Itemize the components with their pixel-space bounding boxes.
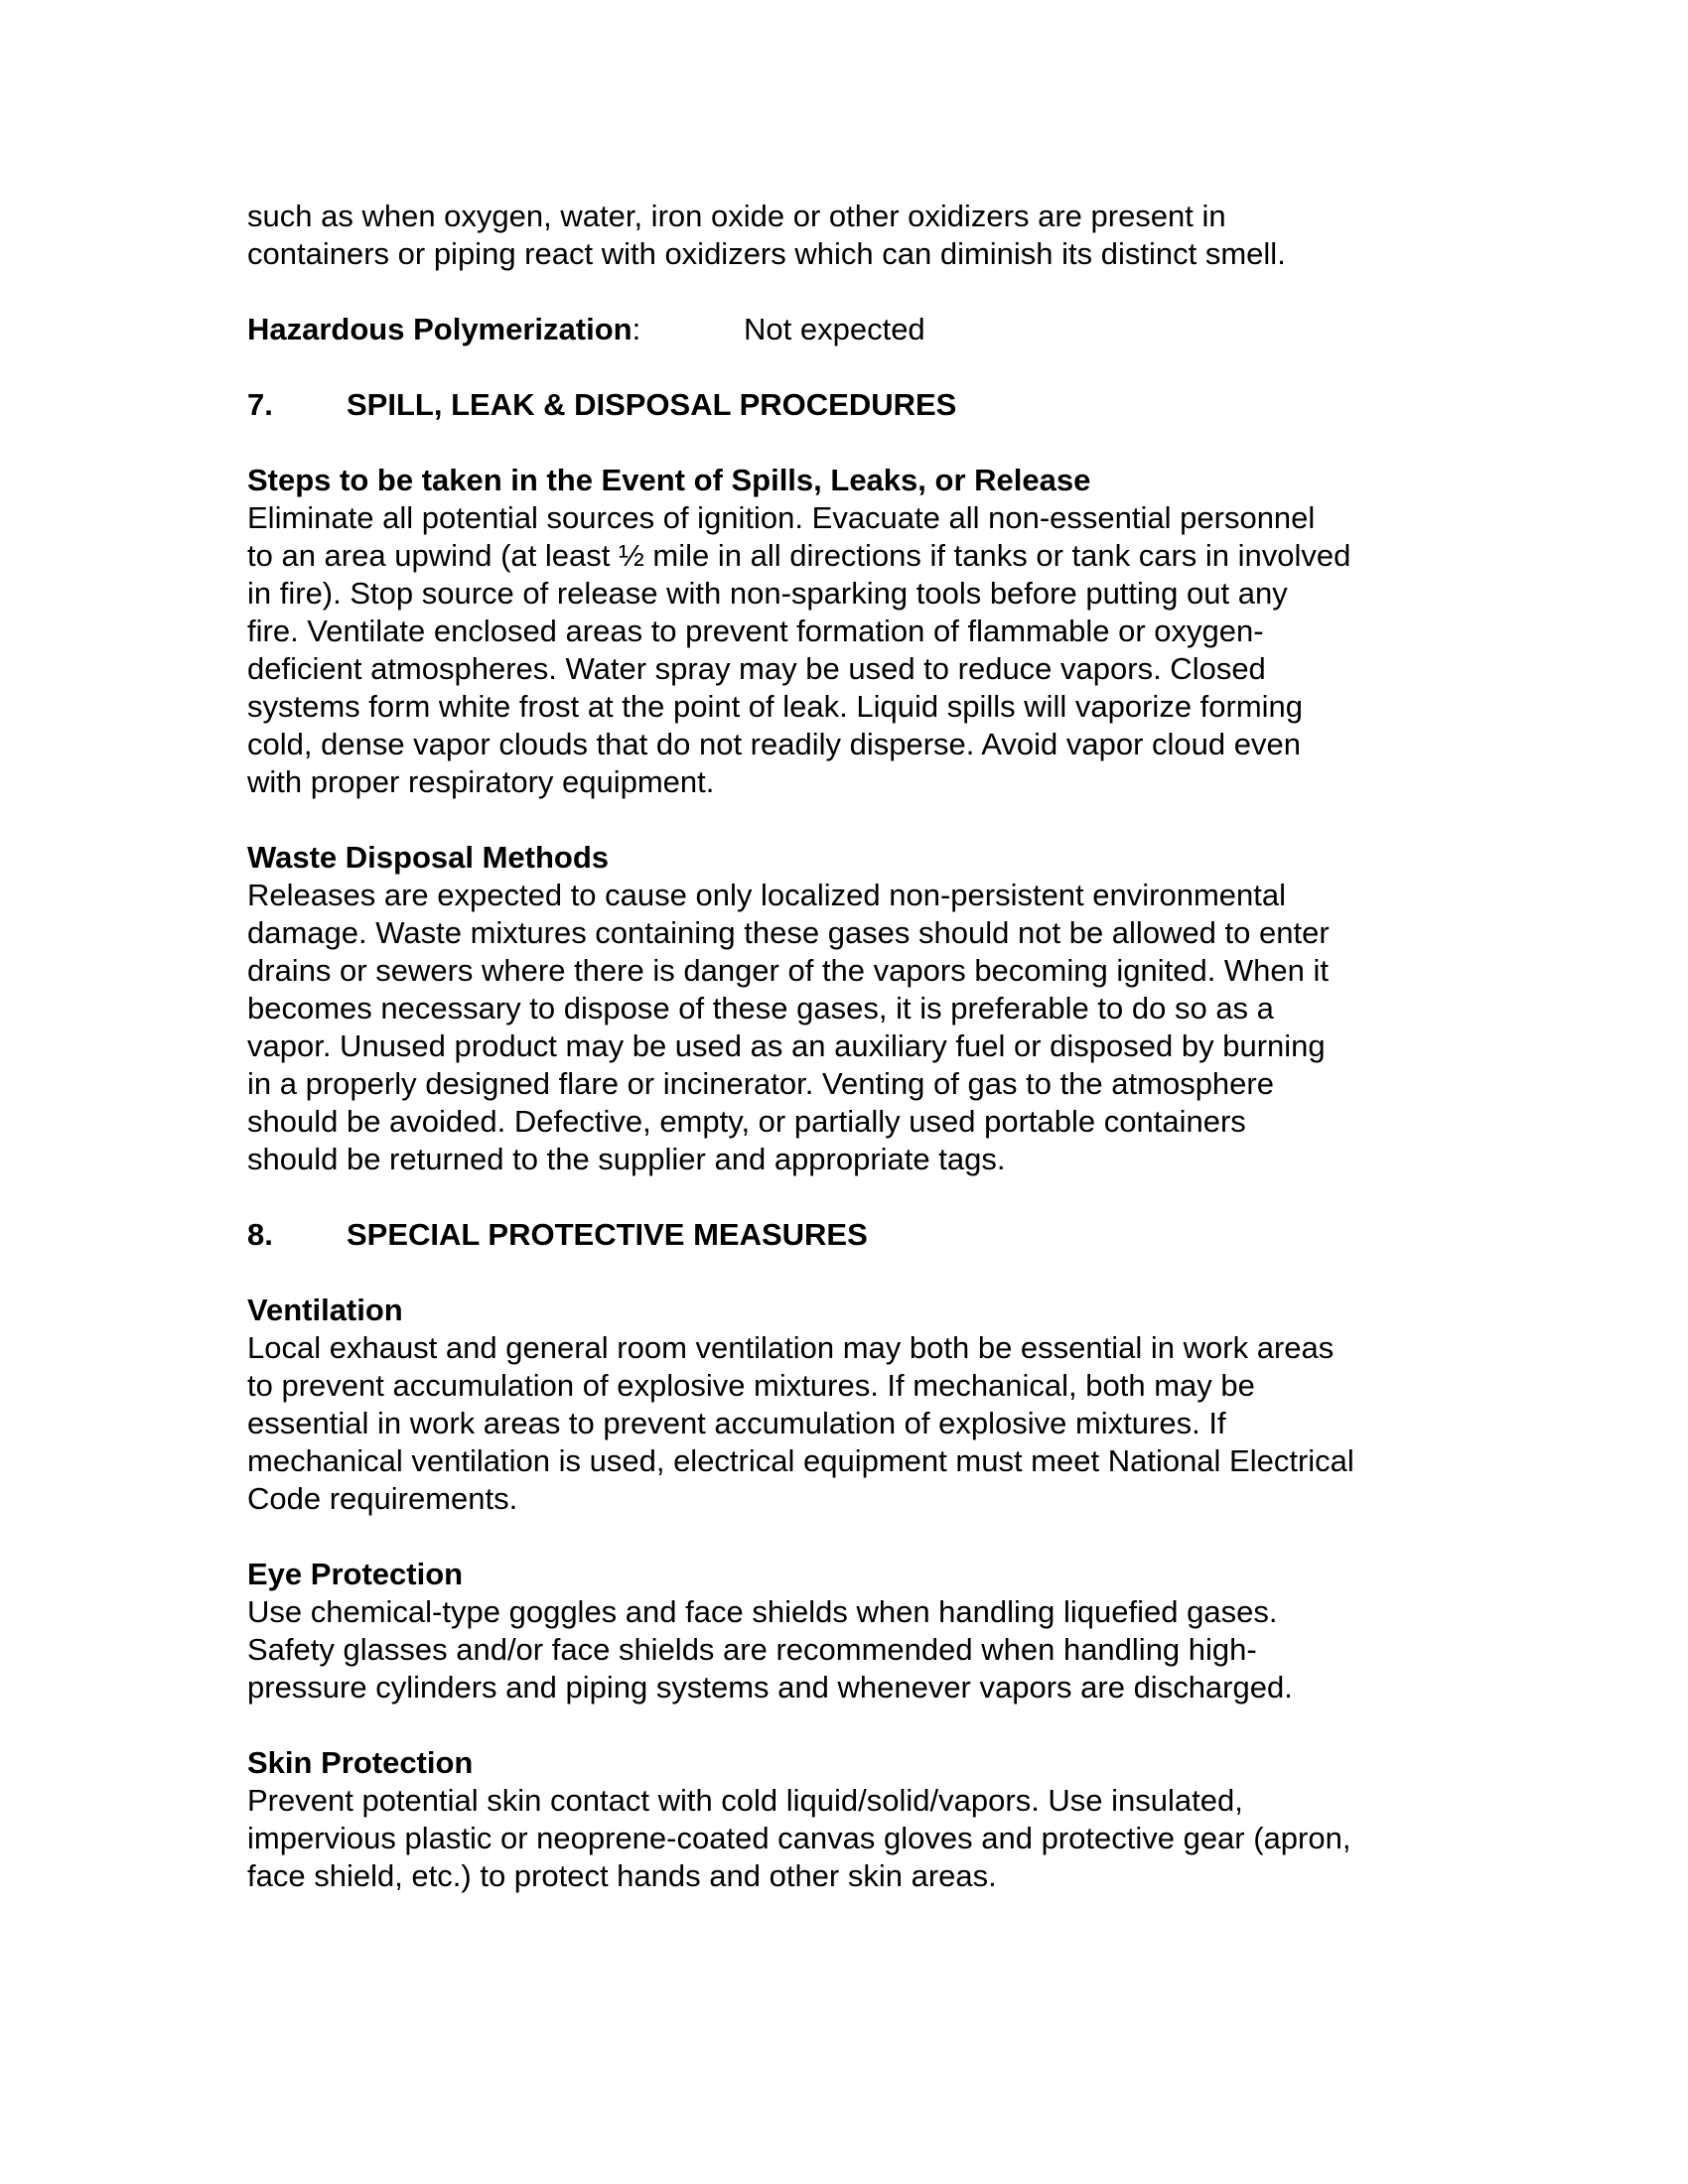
paragraph-line: with proper respiratory equipment. (247, 764, 715, 799)
label-colon: : (632, 312, 641, 346)
paragraph-line: vapor. Unused product may be used as an auxiliary fuel or disposed by burning (247, 1028, 1326, 1063)
paragraph-line: fire. Ventilate enclosed areas to prevent formation of flammable or oxygen- (247, 614, 1264, 648)
section-number: 7. (247, 387, 273, 422)
paragraph-line: containers or piping react with oxidizers which can diminish its distinct smell. (247, 236, 1286, 271)
paragraph-line: mechanical ventilation is used, electrical equipment must meet National Electrical (247, 1443, 1354, 1478)
subsection-heading: Ventilation (247, 1293, 403, 1327)
paragraph-line: face shield, etc.) to protect hands and other skin areas. (247, 1858, 997, 1893)
paragraph-line: Local exhaust and general room ventilation may both be essential in work areas (247, 1330, 1335, 1365)
section-7-heading (247, 386, 1478, 424)
paragraph-line: should be avoided. Defective, empty, or partially used portable containers (247, 1104, 1246, 1139)
subsection-heading: Skin Protection (247, 1745, 474, 1780)
subsection-heading: Steps to be taken in the Event of Spills, Leaks, or Release (247, 463, 1091, 497)
subsection-heading: Eye Protection (247, 1557, 464, 1591)
paragraph-line: in fire). Stop source of release with non-sparking tools before putting out any (247, 576, 1288, 611)
eye-protection-block (247, 1556, 1478, 1706)
spill-steps-block (247, 462, 1478, 801)
subsection-heading: Waste Disposal Methods (247, 840, 610, 875)
paragraph-line: cold, dense vapor clouds that do not readily disperse. Avoid vapor cloud even (247, 727, 1301, 761)
section-number: 8. (247, 1217, 273, 1252)
paragraph-line: Safety glasses and/or face shields are recommended when handling high- (247, 1632, 1257, 1667)
paragraph-line: Prevent potential skin contact with cold liquid/solid/vapors. Use insulated, (247, 1783, 1243, 1818)
paragraph-line: systems form white frost at the point of leak. Liquid spills will vaporize forming (247, 689, 1304, 724)
section-8-heading (247, 1216, 1478, 1254)
paragraph-line: to prevent accumulation of explosive mixtures. If mechanical, both may be (247, 1368, 1255, 1403)
ventilation-block (247, 1292, 1478, 1518)
paragraph-line: impervious plastic or neoprene-coated canvas gloves and protective gear (apron, (247, 1821, 1351, 1855)
intro-paragraph (247, 198, 1478, 273)
hazardous-polymerization-value: Not expected (744, 312, 925, 346)
waste-disposal-block (247, 839, 1478, 1178)
skin-protection-block (247, 1744, 1478, 1895)
paragraph-line: deficient atmospheres. Water spray may be used to reduce vapors. Closed (247, 651, 1266, 686)
hazardous-polymerization-label: Hazardous Polymerization (247, 312, 633, 346)
paragraph-line: in a properly designed flare or incinerator. Venting of gas to the atmosphere (247, 1066, 1274, 1101)
hazardous-polymerization-row (247, 311, 1478, 348)
paragraph-line: such as when oxygen, water, iron oxide or other oxidizers are present in (247, 199, 1226, 233)
paragraph-line: pressure cylinders and piping systems and whenever vapors are discharged. (247, 1670, 1293, 1705)
paragraph-line: Eliminate all potential sources of ignition. Evacuate all non-essential personnel (247, 500, 1316, 535)
paragraph-line: becomes necessary to dispose of these gases, it is preferable to do so as a (247, 991, 1274, 1025)
paragraph-line: damage. Waste mixtures containing these gases should not be allowed to enter (247, 915, 1330, 950)
paragraph-line: essential in work areas to prevent accumulation of explosive mixtures. If (247, 1406, 1226, 1440)
section-title: SPECIAL PROTECTIVE MEASURES (347, 1217, 868, 1252)
paragraph-line: Releases are expected to cause only localized non-persistent environmental (247, 878, 1286, 912)
document-page (247, 198, 1478, 1895)
paragraph-line: Use chemical-type goggles and face shields when handling liquefied gases. (247, 1594, 1278, 1629)
section-title: SPILL, LEAK & DISPOSAL PROCEDURES (347, 387, 957, 422)
paragraph-line: Code requirements. (247, 1481, 518, 1516)
paragraph-line: should be returned to the supplier and appropriate tags. (247, 1142, 1006, 1176)
paragraph-line: to an area upwind (at least ½ mile in all directions if tanks or tank cars in involved (247, 538, 1351, 573)
paragraph-line: drains or sewers where there is danger of the vapors becoming ignited. When it (247, 953, 1330, 988)
